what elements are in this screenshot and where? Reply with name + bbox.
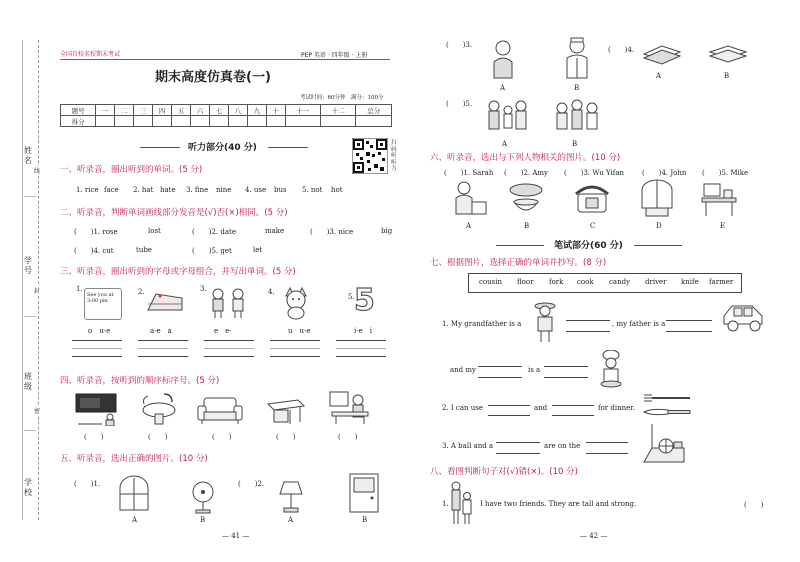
s7-line3-text: for dinner. [598, 404, 636, 412]
telephone-icon [574, 182, 610, 216]
score-table [60, 104, 392, 127]
s4-answer[interactable]: ( ) [338, 433, 358, 441]
s7-line2-text: is a [528, 366, 541, 374]
answer-blank[interactable] [496, 443, 540, 454]
writing-line[interactable] [72, 348, 122, 349]
s1-item[interactable]: 3. fine [186, 186, 209, 194]
s3-letters[interactable]: o u-e [88, 327, 111, 335]
option-label: B [524, 222, 530, 230]
writing-line[interactable] [336, 340, 386, 341]
s7-line3-text: and [534, 404, 548, 412]
binding-mark-line: 线 [34, 168, 41, 175]
binding-label-id: 学号 [24, 256, 32, 275]
binding-label-name: 姓名 [24, 146, 32, 165]
option-label: E [720, 222, 726, 230]
cake-icon [146, 290, 186, 314]
s5-q5[interactable]: ( )5. [446, 100, 473, 108]
s7-line2-text: and my [450, 366, 476, 374]
score-header: 十 [266, 105, 285, 116]
answer-blank[interactable] [544, 367, 588, 378]
word-bank-item: knife [681, 278, 699, 286]
score-cell[interactable] [247, 116, 266, 127]
score-cell[interactable] [172, 116, 191, 127]
cat-icon [278, 286, 314, 320]
option-label: A [466, 222, 472, 230]
section1-title: 一、听录音，圈出听到的单词。(5 分) [60, 165, 203, 175]
qr-label: 扫码听听力 [391, 140, 397, 172]
s6-name[interactable]: ( )5. Mike [702, 169, 749, 177]
binding-mark-secret: 密 [34, 408, 41, 415]
s2-item[interactable]: ( )3. nice [310, 228, 354, 236]
score-table-score-row [61, 116, 392, 127]
word-bank-item: candy [609, 278, 631, 286]
s3-letters[interactable]: i-e i [354, 327, 372, 335]
note-picture-text: See you at 3:00 pm [87, 292, 114, 304]
s3-num: 3. [200, 285, 207, 293]
s1-item[interactable]: bus [274, 186, 287, 194]
binding-label-school: 学校 [24, 478, 32, 497]
s2-item: let [253, 246, 263, 254]
study-room-icon [326, 388, 374, 426]
window-icon [116, 474, 152, 512]
score-header: 十二 [321, 105, 356, 116]
section3-title: 三、听录音，圈出听到的字母或字母组合，并写出单词。(5 分) [60, 267, 296, 277]
s3-letters[interactable]: a-e a [150, 327, 172, 335]
score-cell[interactable] [134, 116, 153, 127]
s4-answer[interactable]: ( ) [212, 433, 232, 441]
word-bank-item: fork [549, 278, 564, 286]
option-label: A [656, 72, 662, 80]
word-bank [468, 273, 742, 293]
writing-line[interactable] [204, 356, 254, 357]
s4-answer[interactable]: ( ) [148, 433, 168, 441]
answer-blank[interactable] [586, 443, 628, 454]
s2-item[interactable]: ( )5. get [192, 247, 232, 255]
writing-line[interactable] [72, 356, 122, 357]
listening-heading: 听力部分(40 分) [188, 143, 257, 153]
ball-floor-icon [640, 422, 688, 464]
section7-title: 七、根据图片，选择正确的单词并抄写。(8 分) [430, 258, 607, 268]
sofa-icon [196, 394, 244, 426]
option-label: B [200, 516, 206, 524]
desk-icon [264, 396, 306, 426]
s4-answer[interactable]: ( ) [84, 433, 104, 441]
farmer-icon [530, 300, 560, 344]
score-header: 九 [247, 105, 266, 116]
grandpa-icon [486, 38, 520, 80]
s3-num: 2. [138, 288, 145, 296]
food-bowls-icon [506, 180, 546, 218]
answer-blank[interactable] [478, 367, 522, 378]
score-header: 十一 [285, 105, 320, 116]
s2-item[interactable]: ( )1. rose [74, 228, 118, 236]
family-icon [552, 96, 602, 138]
option-label: B [724, 72, 730, 80]
s2-item[interactable]: ( )4. cut [74, 247, 114, 255]
girl-reading-icon [450, 180, 490, 218]
answer-blank[interactable] [586, 432, 628, 443]
s3-letters[interactable]: u u-e [288, 327, 311, 335]
s1-item[interactable]: face [104, 186, 119, 194]
s2-item: lost [148, 227, 161, 235]
exam-info: 考试时间：60分钟 满分：100分 [300, 95, 384, 101]
score-cell[interactable] [96, 116, 115, 127]
s8-answer[interactable]: ( ) [744, 501, 764, 509]
s6-name[interactable]: ( )3. Wu Yifan [564, 169, 625, 177]
writing-line[interactable] [270, 356, 320, 357]
s6-name[interactable]: ( )2. Amy [504, 169, 549, 177]
score-row-label: 得分 [61, 116, 96, 127]
answer-blank[interactable] [666, 310, 712, 321]
section8-title: 八、看图判断句子对(√)错(×)。(10 分) [430, 467, 578, 477]
writing-line[interactable] [270, 340, 320, 341]
number-five-picture: 5 [354, 283, 375, 318]
series-label: 全国百校名校期末考试 [60, 51, 121, 58]
s1-item[interactable]: nine [216, 186, 232, 194]
option-label: A [288, 516, 294, 524]
s1-item[interactable]: hate [160, 186, 176, 194]
s7-line4-text: are on the [544, 442, 581, 450]
books-icon [708, 42, 748, 66]
answer-blank[interactable] [544, 356, 588, 367]
answer-blank[interactable] [666, 321, 712, 332]
s1-item[interactable]: 2. hat [133, 186, 154, 194]
s7-line4-text: 3. A ball and a [442, 442, 494, 450]
score-cell[interactable] [209, 116, 228, 127]
answer-blank[interactable] [552, 405, 594, 416]
score-header: 六 [191, 105, 210, 116]
s2-item: make [265, 227, 285, 235]
score-cell[interactable] [153, 116, 172, 127]
binding-label-class: 班级 [24, 372, 32, 391]
s2-item[interactable]: ( )2. date [192, 228, 236, 236]
s1-item[interactable]: 5. not [302, 186, 323, 194]
answer-blank[interactable] [566, 321, 610, 332]
score-header: 题号 [61, 105, 96, 116]
cook-icon [596, 350, 626, 390]
writing-line[interactable] [204, 340, 254, 341]
s6-name[interactable]: ( )1. Sarah [444, 169, 494, 177]
option-label: A [132, 516, 138, 524]
score-header: 八 [228, 105, 247, 116]
answer-blank[interactable] [566, 310, 610, 321]
s7-line3-text: 2. I can use [442, 404, 483, 412]
children-icon [206, 286, 250, 320]
score-header: 四 [153, 105, 172, 116]
answer-blank[interactable] [478, 356, 522, 367]
writing-line[interactable] [270, 348, 320, 349]
writing-line[interactable] [72, 340, 122, 341]
room-window-icon [636, 178, 678, 218]
option-label: C [590, 222, 596, 230]
writing-line[interactable] [138, 348, 188, 349]
s5-q2[interactable]: ( )2. [238, 480, 265, 488]
writing-line[interactable] [138, 340, 188, 341]
section5-title: 五、听录音，选出正确的图片。(10 分) [60, 454, 208, 464]
binding-margin [0, 0, 52, 562]
word-bank-item: farmer [709, 278, 734, 286]
s7-line1-text: 1. My grandfather is a [442, 320, 522, 328]
desk-chair-icon [698, 180, 740, 218]
s3-letters[interactable]: e e- [214, 327, 232, 335]
score-table-header-row [61, 105, 392, 116]
option-label: A [500, 84, 506, 92]
s5-q1[interactable]: ( )1. [74, 480, 101, 488]
qr-code-icon[interactable] [352, 138, 388, 174]
page-number-right: — 42 — [580, 532, 608, 540]
fan-icon [188, 480, 218, 514]
s3-num: 1. [76, 285, 83, 293]
score-cell[interactable] [191, 116, 210, 127]
word-bank-item: cousin [479, 278, 502, 286]
car-icon [720, 298, 768, 334]
score-cell[interactable] [115, 116, 134, 127]
word-bank-item: cook [577, 278, 594, 286]
word-bank-item: driver [645, 278, 667, 286]
writing-line[interactable] [138, 356, 188, 357]
door-icon [346, 472, 382, 514]
option-label: B [574, 84, 580, 92]
s1-item[interactable]: 1. rice [76, 186, 99, 194]
family-icon [482, 96, 532, 138]
two-friends-icon [448, 480, 474, 526]
answer-blank[interactable] [488, 405, 530, 416]
fork-icon [642, 394, 692, 402]
s8-q1-num: 1. [442, 500, 449, 508]
writing-line[interactable] [204, 348, 254, 349]
section4-title: 四、听录音，按听到的顺序标序号。(5 分) [60, 376, 220, 386]
s3-num: 4. [268, 288, 275, 296]
s3-num: 5. [348, 293, 355, 301]
score-header: 七 [209, 105, 228, 116]
doctor-icon [562, 36, 592, 80]
score-cell[interactable] [228, 116, 247, 127]
section2-title: 二、听录音，判断单词画线部分发音是(√)否(×)相同。(5 分) [60, 208, 288, 218]
s5-q3[interactable]: ( )3. [446, 41, 473, 49]
writing-line[interactable] [336, 356, 386, 357]
page-number-left: — 41 — [222, 532, 250, 540]
score-header: 一 [96, 105, 115, 116]
s5-q4[interactable]: ( )4. [608, 46, 635, 54]
classroom-icon [72, 390, 120, 426]
answer-blank[interactable] [496, 432, 540, 443]
score-cell[interactable] [266, 116, 285, 127]
score-cell[interactable] [321, 116, 356, 127]
table-lamp-icon [278, 478, 304, 514]
score-header: 总分 [356, 105, 392, 116]
score-header: 三 [134, 105, 153, 116]
s1-item[interactable]: hot [331, 186, 343, 194]
score-cell[interactable] [285, 116, 320, 127]
s8-sentence: I have two friends. They are tall and strong. [480, 500, 637, 508]
s4-answer[interactable]: ( ) [276, 433, 296, 441]
writing-line[interactable] [336, 348, 386, 349]
exam-title: 期末高度仿真卷(一) [155, 70, 271, 85]
section6-title: 六、听录音，选出与下列人物相关的图片。(10 分) [430, 153, 621, 163]
option-label: D [656, 222, 662, 230]
knife-icon [642, 408, 692, 416]
option-label: B [362, 516, 368, 524]
binding-mark-seal: 封 [34, 288, 41, 295]
edition-label: PEP 英语 · 四年级 · 上册 [301, 52, 368, 59]
note-picture [84, 288, 122, 320]
word-bank-item: floor [517, 278, 534, 286]
written-heading: 笔试部分(60 分) [554, 241, 623, 251]
option-label: B [572, 140, 578, 148]
score-header: 五 [172, 105, 191, 116]
score-header: 二 [115, 105, 134, 116]
option-label: A [502, 140, 508, 148]
s7-line1-text: , my father is a [612, 320, 666, 328]
books-icon [642, 42, 682, 66]
s1-item[interactable]: 4. use [245, 186, 267, 194]
s6-name[interactable]: ( )4. John [642, 169, 687, 177]
s2-item: tube [136, 246, 152, 254]
bathroom-icon [138, 390, 180, 426]
s2-item: big [381, 227, 393, 235]
score-cell[interactable] [356, 116, 392, 127]
